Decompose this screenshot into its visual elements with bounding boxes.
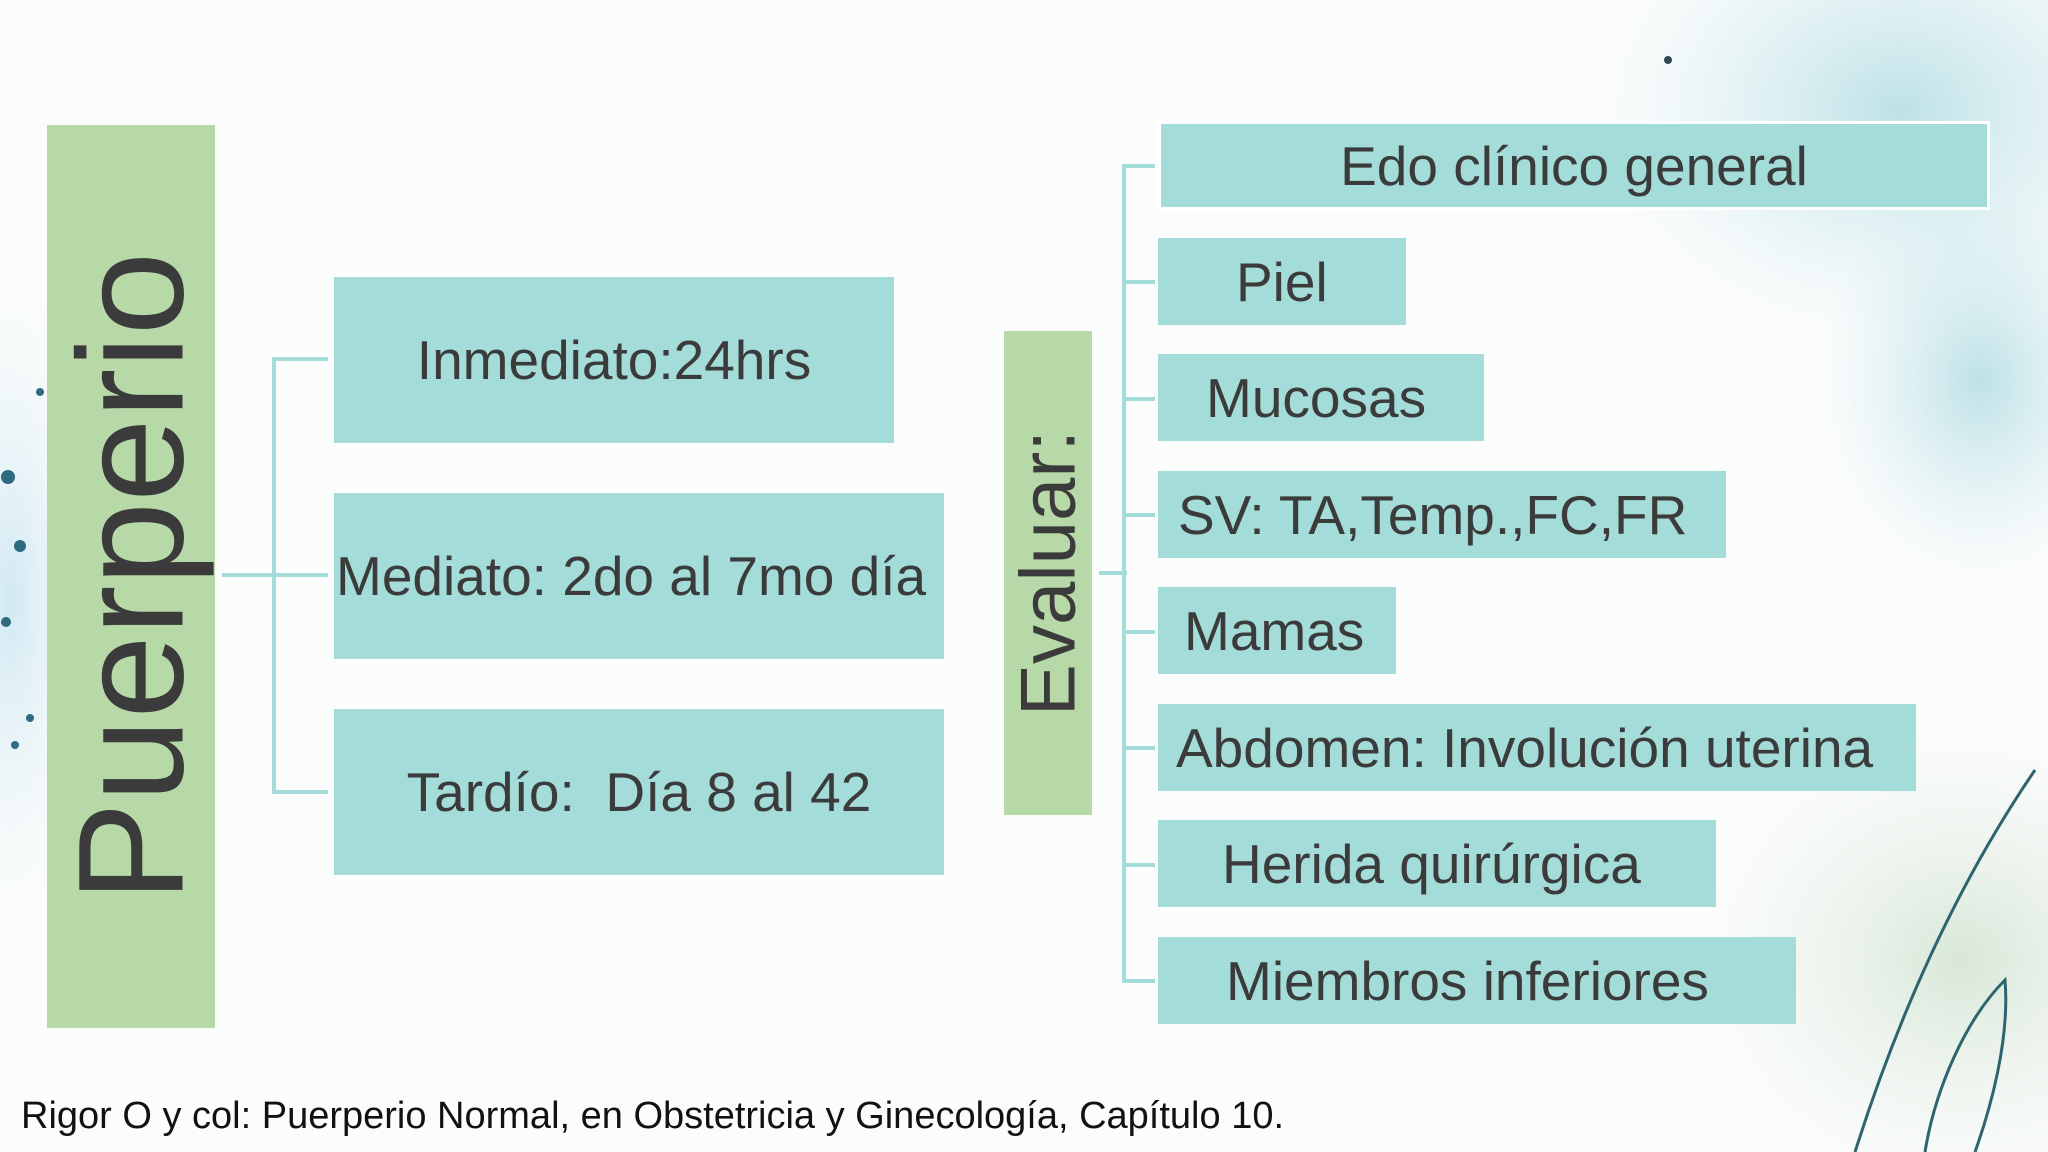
evaluate-item-sv — [1158, 471, 1726, 558]
evaluate-item-piel — [1158, 238, 1406, 325]
connector — [1122, 979, 1155, 983]
evaluate-item-label: Edo clínico general — [1340, 134, 1808, 197]
evaluate-item-label: Herida quirúrgica — [1222, 832, 1641, 895]
connector — [1122, 630, 1155, 634]
paint-dot — [1, 470, 15, 484]
root-node — [47, 125, 215, 1028]
paint-dot — [11, 741, 19, 749]
evaluate-item-label: Miembros inferiores — [1226, 949, 1709, 1012]
paint-dot — [36, 388, 44, 396]
connector — [272, 790, 328, 794]
stage-label: Inmediato:24hrs — [416, 329, 812, 391]
connector — [1122, 863, 1155, 867]
connector — [222, 573, 274, 577]
stage-label: Tardío: Día 8 al 42 — [406, 761, 872, 823]
evaluate-node — [1004, 331, 1092, 815]
citation: Rigor O y col: Puerperio Normal, en Obstetricia y Ginecología, Capítulo 10. — [21, 1095, 1285, 1137]
connector — [272, 573, 328, 577]
connector — [1122, 280, 1155, 284]
paint-dot — [14, 540, 26, 552]
paint-dot — [1664, 56, 1672, 64]
connector — [1122, 746, 1155, 750]
evaluate-item-abdomen — [1158, 704, 1916, 791]
paint-dot — [1, 617, 11, 627]
stage-label: Mediato: 2do al 7mo día — [336, 545, 927, 607]
connector — [1122, 397, 1155, 401]
paint-dot — [26, 714, 34, 722]
stage-node-mediato — [334, 493, 944, 659]
stage-node-inmediato — [334, 277, 894, 443]
connector — [1122, 164, 1155, 168]
evaluate-item-miembros — [1158, 937, 1796, 1024]
evaluate-item-label: Mamas — [1184, 599, 1365, 662]
evaluate-item-label: Mucosas — [1206, 366, 1427, 429]
evaluate-item-mucosas — [1158, 354, 1484, 441]
connector — [1122, 513, 1155, 517]
evaluate-item-label: SV: TA,Temp.,FC,FR — [1178, 483, 1688, 546]
evaluate-item-edo-clinico — [1158, 121, 1990, 210]
connector — [272, 357, 328, 361]
root-label: Puerperio — [46, 251, 215, 902]
stage-node-tardio — [334, 709, 944, 875]
evaluate-item-label: Piel — [1236, 250, 1328, 313]
evaluate-item-herida — [1158, 820, 1716, 907]
evaluate-item-mamas — [1158, 587, 1396, 674]
evaluate-item-label: Abdomen: Involución uterina — [1176, 716, 1874, 779]
evaluate-label: Evaluar: — [1003, 429, 1092, 717]
connector — [1122, 164, 1126, 982]
